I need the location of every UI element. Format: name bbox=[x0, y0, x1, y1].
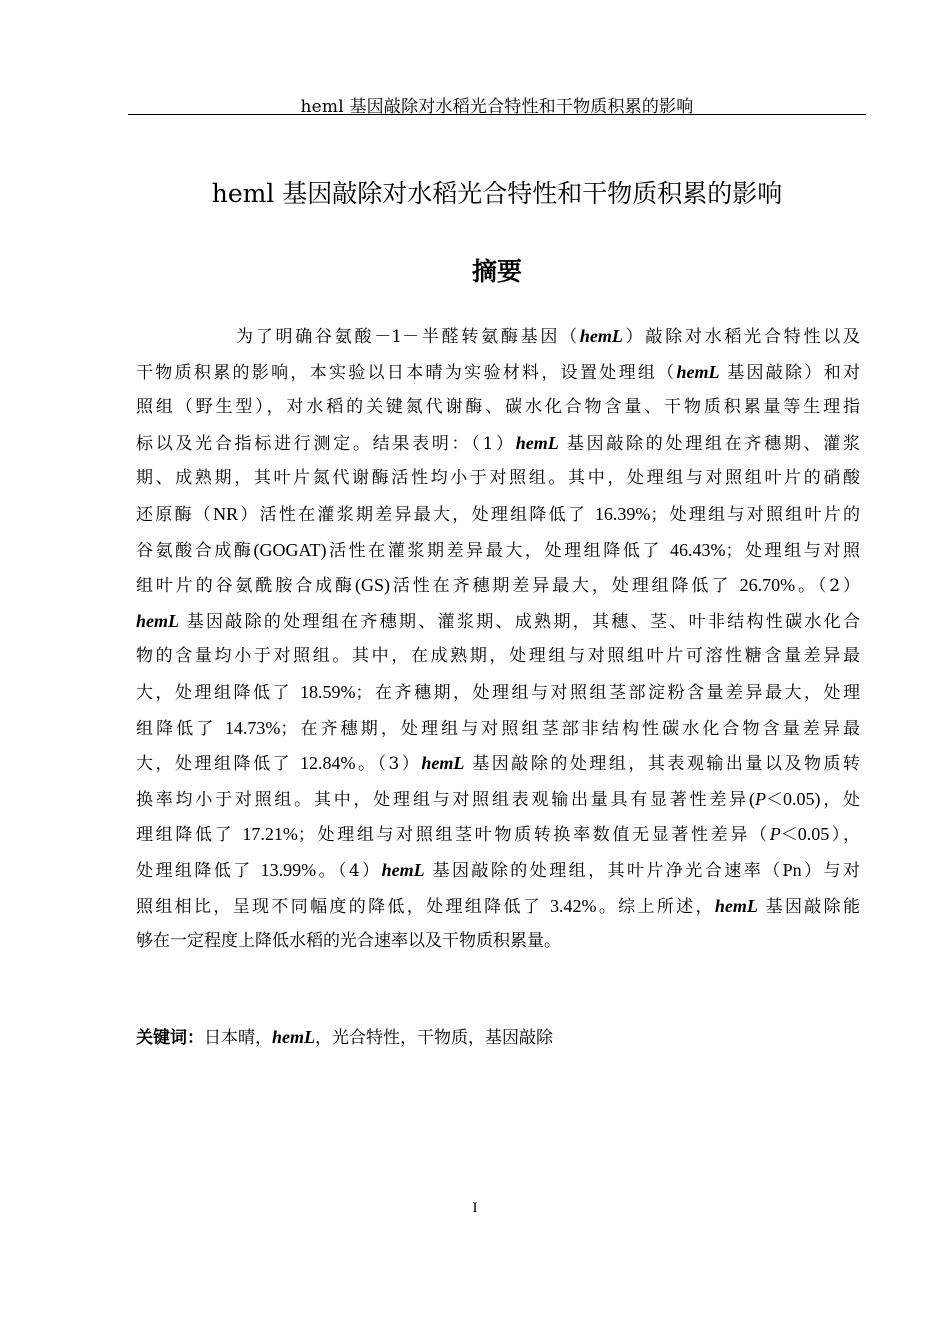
abstract-text-segment: 基因敲除的处理组在齐穗期、灌浆 bbox=[558, 433, 860, 454]
abstract-text-segment: ＜ bbox=[780, 825, 798, 846]
abstract-line bbox=[136, 924, 860, 960]
abstract-text-segment: P bbox=[769, 824, 781, 845]
header-divider bbox=[128, 114, 866, 115]
document-title: heml 基因敲除对水稻光合特性和干物质积累的影响 bbox=[211, 179, 783, 208]
abstract-text-segment: 谷氨酸合成酶 bbox=[136, 540, 254, 561]
abstract-text-segment: 基因敲除的处理组，其叶片净光合速率（ bbox=[424, 860, 783, 881]
keyword-segment: 日本晴， bbox=[204, 1028, 272, 1048]
abstract-text-segment: 够在一定程度上降低水稻的光合速率以及干物质积累量。 bbox=[136, 931, 561, 952]
abstract-line bbox=[136, 711, 860, 747]
gene-name: hemL bbox=[579, 326, 623, 346]
abstract-text-segment: 26.70% bbox=[739, 575, 796, 596]
abstract-text-segment: 大，处理组降低了 bbox=[136, 754, 300, 775]
abstract-text-segment: 16.39% bbox=[594, 503, 651, 524]
keyword-segment: hemL bbox=[272, 1027, 315, 1047]
abstract-text-segment: P bbox=[754, 788, 766, 809]
abstract-text-segment: 期、成熟期，其叶片氮代谢酶活性均小于对照组。其中，处理组与对照组叶片的硝酸 bbox=[136, 468, 860, 489]
abstract-text-segment: 46.43% bbox=[670, 539, 726, 560]
abstract-text-segment: ；处理组与对照组茎叶物质转换率数值无显著性差异（ bbox=[297, 825, 770, 846]
abstract-text-segment: ，处 bbox=[820, 789, 860, 810]
abstract-text-segment: 还原酶（ bbox=[136, 504, 214, 525]
abstract-line bbox=[136, 426, 860, 462]
keyword-segment: ，光合特性，干物质，基因敲除 bbox=[315, 1028, 553, 1048]
abstract-text-segment: 基因敲除的处理组，其表观输出量以及物质转 bbox=[464, 754, 860, 775]
abstract-text-segment: ；在齐穗期，处理组与对照组茎部淀粉含量差异最大，处理 bbox=[355, 682, 861, 703]
abstract-text-segment: ）活性在灌浆期差异最大，处理组降低了 bbox=[238, 504, 595, 525]
abstract-line bbox=[136, 604, 860, 640]
abstract-text-segment: 。（3） bbox=[355, 754, 422, 775]
abstract-line bbox=[136, 746, 860, 782]
abstract-line bbox=[136, 355, 860, 391]
abstract-text-segment: ）与对 bbox=[801, 860, 860, 881]
gene-name: hemL bbox=[515, 432, 559, 453]
running-header: heml 基因敲除对水稻光合特性和干物质积累的影响 bbox=[300, 97, 694, 117]
abstract-text-segment: Pn bbox=[782, 859, 802, 880]
abstract-line bbox=[136, 461, 860, 497]
abstract-text-segment: 基因敲除能 bbox=[757, 896, 860, 917]
abstract-text-segment: 13.99% bbox=[260, 859, 317, 880]
abstract-text-segment: ）， bbox=[829, 825, 861, 846]
abstract-text-segment: 照组（野生型），对水稻的关键氮代谢酶、碳水化合物含量、干物质积累量等生理指 bbox=[136, 397, 860, 418]
abstract-text-segment: 为了明确谷氨酸－1－半醛转氨酶基因（ bbox=[236, 327, 580, 347]
abstract-text-segment: ；在齐穗期，处理组与对照组茎部非结构性碳水化合物含量差异最 bbox=[280, 718, 860, 739]
abstract-text-segment: (GS) bbox=[354, 575, 390, 596]
abstract-text-segment: 3.42% bbox=[549, 895, 597, 916]
abstract-line bbox=[136, 319, 860, 355]
abstract-text-segment: 物的含量均小于对照组。其中，在成熟期，处理组与对照组叶片可溶性糖含量差异最 bbox=[136, 646, 860, 667]
abstract-line bbox=[136, 675, 860, 711]
abstract-text-segment: 标以及光合指标进行测定。结果表明：（1） bbox=[136, 433, 516, 454]
abstract-text-segment: 活性在齐穗期差异最大，处理组降低了 bbox=[389, 576, 740, 597]
abstract-text-segment: 干物质积累的影响，本实验以日本晴为实验材料，设置处理组（ bbox=[136, 362, 677, 383]
abstract-text-segment: 处理组降低了 bbox=[136, 860, 261, 881]
abstract-line bbox=[136, 853, 860, 889]
gene-name: hemL bbox=[381, 859, 425, 880]
abstract-text-segment: 0.05 bbox=[797, 824, 830, 845]
abstract-text-segment: 18.59% bbox=[299, 681, 356, 702]
abstract-line bbox=[136, 533, 860, 569]
abstract-text-segment: 组降低了 bbox=[136, 718, 225, 739]
abstract-text-segment: ；处理组与对照 bbox=[725, 540, 861, 561]
abstract-text-segment: 大，处理组降低了 bbox=[136, 682, 300, 703]
abstract-line bbox=[136, 817, 860, 853]
abstract-text-segment: 。（2） bbox=[795, 576, 860, 597]
abstract-text-segment: 活性在灌浆期差异最大，处理组降低了 bbox=[326, 540, 671, 561]
abstract-text-segment: ＜ bbox=[765, 789, 783, 810]
abstract-text-segment: 基因敲除）和对 bbox=[719, 362, 861, 383]
abstract-body bbox=[136, 319, 860, 960]
abstract-line bbox=[136, 889, 860, 925]
abstract-line bbox=[136, 782, 860, 818]
abstract-text-segment: 理组降低了 bbox=[136, 825, 243, 846]
abstract-text-segment: 17.21% bbox=[242, 824, 298, 845]
abstract-line bbox=[136, 568, 860, 604]
gene-name: hemL bbox=[421, 753, 465, 774]
abstract-text-segment: ）敲除对水稻光合特性以及 bbox=[622, 327, 860, 347]
gene-name: hemL bbox=[136, 610, 179, 631]
abstract-text-segment: 组叶片的谷氨酰胺合成酶 bbox=[136, 576, 355, 597]
gene-name: hemL bbox=[714, 895, 758, 916]
abstract-text-segment: 12.84% bbox=[300, 753, 356, 774]
keywords-label: 关键词： bbox=[136, 1028, 204, 1048]
abstract-text-segment: 。综上所述， bbox=[596, 896, 715, 917]
abstract-text-segment: ；处理组与对照组叶片的 bbox=[650, 504, 861, 525]
abstract-text-segment: 14.73% bbox=[224, 717, 281, 738]
abstract-text-segment: 照组相比，呈现不同幅度的降低，处理组降低了 bbox=[136, 896, 550, 917]
abstract-line bbox=[136, 497, 860, 533]
abstract-text-segment: 0.05) bbox=[782, 788, 821, 809]
abstract-line bbox=[136, 390, 860, 426]
abstract-text-segment: 。（4） bbox=[316, 860, 382, 881]
page-number: I bbox=[472, 1200, 478, 1216]
gene-name: hemL bbox=[676, 361, 720, 382]
keywords-line bbox=[136, 1022, 860, 1053]
abstract-text-segment: 换率均小于对照组。其中，处理组与对照组表观输出量具有显著性差异 bbox=[136, 789, 749, 810]
abstract-line bbox=[136, 639, 860, 675]
abstract-heading: 摘要 bbox=[471, 257, 522, 286]
abstract-text-segment: 基因敲除的处理组在齐穗期、灌浆期、成熟期，其穗、茎、叶非结构性碳水化合 bbox=[179, 611, 860, 632]
abstract-text-segment: NR bbox=[213, 503, 239, 524]
abstract-text-segment: ( bbox=[748, 788, 755, 809]
keywords-values bbox=[204, 1028, 553, 1048]
abstract-text-segment: (GOGAT) bbox=[253, 539, 327, 560]
